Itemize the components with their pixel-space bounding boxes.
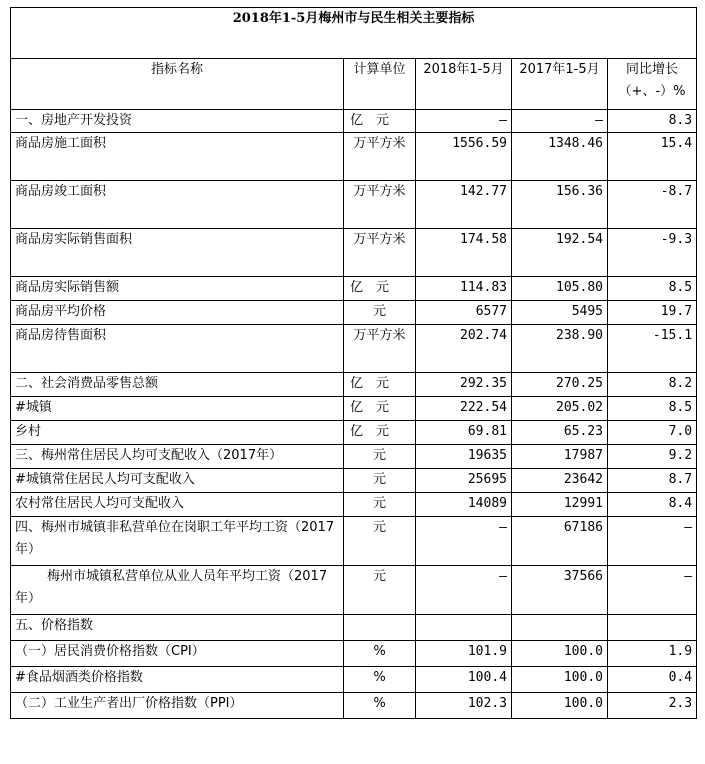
row-unit: % xyxy=(344,667,416,693)
row-2017 xyxy=(512,615,608,641)
row-unit: 万平方米 xyxy=(344,325,416,373)
row-unit: 万平方米 xyxy=(344,181,416,229)
row-2018: — xyxy=(416,566,512,615)
row-unit: 元 xyxy=(344,469,416,493)
row-name: 商品房实际销售面积 xyxy=(11,229,344,277)
table-row xyxy=(11,421,697,445)
table-row xyxy=(11,181,697,229)
indicator-table xyxy=(10,7,697,719)
row-growth: 8.2 xyxy=(608,373,697,397)
header-growth: 同比增长（+、-）% xyxy=(608,59,697,110)
table-row xyxy=(11,493,697,517)
table-row xyxy=(11,469,697,493)
row-name: 五、价格指数 xyxy=(11,615,344,641)
row-2017: 100.0 xyxy=(512,693,608,719)
row-2017: 23642 xyxy=(512,469,608,493)
row-2017: 1348.46 xyxy=(512,133,608,181)
table-row xyxy=(11,133,697,181)
header-row xyxy=(11,59,697,110)
row-growth: 8.5 xyxy=(608,277,697,301)
row-growth: 8.7 xyxy=(608,469,697,493)
row-growth: 15.4 xyxy=(608,133,697,181)
table-row xyxy=(11,301,697,325)
row-2018: 202.74 xyxy=(416,325,512,373)
row-2018: 100.4 xyxy=(416,667,512,693)
table-row xyxy=(11,445,697,469)
row-name: 商品房竣工面积 xyxy=(11,181,344,229)
row-growth: 19.7 xyxy=(608,301,697,325)
row-name: #城镇常住居民人均可支配收入 xyxy=(11,469,344,493)
row-2017: 65.23 xyxy=(512,421,608,445)
row-growth: -15.1 xyxy=(608,325,697,373)
row-2017: 37566 xyxy=(512,566,608,615)
row-name: 农村常住居民人均可支配收入 xyxy=(11,493,344,517)
title-row xyxy=(11,8,697,59)
row-name: 三、梅州常住居民人均可支配收入（2017年） xyxy=(11,445,344,469)
row-2017: 17987 xyxy=(512,445,608,469)
row-name: 商品房待售面积 xyxy=(11,325,344,373)
row-growth: 9.2 xyxy=(608,445,697,469)
table-row xyxy=(11,110,697,133)
row-2018: 25695 xyxy=(416,469,512,493)
row-unit: 亿 元 xyxy=(344,373,416,397)
table-row xyxy=(11,397,697,421)
row-unit: 亿 元 xyxy=(344,397,416,421)
row-name: 二、社会消费品零售总额 xyxy=(11,373,344,397)
row-growth: — xyxy=(608,566,697,615)
row-unit: % xyxy=(344,693,416,719)
row-unit: 元 xyxy=(344,517,416,566)
row-growth xyxy=(608,615,697,641)
row-2017: 270.25 xyxy=(512,373,608,397)
row-unit: 亿 元 xyxy=(344,110,416,133)
row-2017: 192.54 xyxy=(512,229,608,277)
table-row xyxy=(11,641,697,667)
row-2018: 114.83 xyxy=(416,277,512,301)
header-2018: 2018年1-5月 xyxy=(416,59,512,110)
row-2017: 67186 xyxy=(512,517,608,566)
row-2018: — xyxy=(416,517,512,566)
table-row xyxy=(11,229,697,277)
row-growth: — xyxy=(608,517,697,566)
row-name: 四、梅州市城镇非私营单位在岗职工年平均工资（2017年） xyxy=(11,517,344,566)
row-2018: 101.9 xyxy=(416,641,512,667)
row-name: 乡村 xyxy=(11,421,344,445)
row-2018: 222.54 xyxy=(416,397,512,421)
row-name: （二）工业生产者出厂价格指数（PPI） xyxy=(11,693,344,719)
row-growth: 7.0 xyxy=(608,421,697,445)
header-unit: 计算单位 xyxy=(344,59,416,110)
row-2017: 238.90 xyxy=(512,325,608,373)
row-2017: 156.36 xyxy=(512,181,608,229)
row-2017: 100.0 xyxy=(512,667,608,693)
row-2017: 105.80 xyxy=(512,277,608,301)
header-2017: 2017年1-5月 xyxy=(512,59,608,110)
row-name: 一、房地产开发投资 xyxy=(11,110,344,133)
row-unit: 亿 元 xyxy=(344,421,416,445)
table-row xyxy=(11,566,697,615)
row-growth: 8.4 xyxy=(608,493,697,517)
row-2018: — xyxy=(416,110,512,133)
row-growth: -8.7 xyxy=(608,181,697,229)
row-2018: 6577 xyxy=(416,301,512,325)
row-growth: 8.3 xyxy=(608,110,697,133)
row-name: 商品房实际销售额 xyxy=(11,277,344,301)
table-title: 2018年1-5月梅州市与民生相关主要指标 xyxy=(11,8,697,59)
table-row xyxy=(11,277,697,301)
row-name: （一）居民消费价格指数（CPI） xyxy=(11,641,344,667)
row-name: 商品房平均价格 xyxy=(11,301,344,325)
row-unit: % xyxy=(344,641,416,667)
row-name: #城镇 xyxy=(11,397,344,421)
row-unit: 元 xyxy=(344,566,416,615)
row-2017: — xyxy=(512,110,608,133)
row-2018: 142.77 xyxy=(416,181,512,229)
row-2018: 19635 xyxy=(416,445,512,469)
row-growth: 1.9 xyxy=(608,641,697,667)
table-row xyxy=(11,373,697,397)
row-growth: -9.3 xyxy=(608,229,697,277)
row-name: #食品烟酒类价格指数 xyxy=(11,667,344,693)
header-name: 指标名称 xyxy=(11,59,344,110)
row-unit: 亿 元 xyxy=(344,277,416,301)
row-name: 商品房施工面积 xyxy=(11,133,344,181)
row-2018: 174.58 xyxy=(416,229,512,277)
row-growth: 8.5 xyxy=(608,397,697,421)
row-2017: 100.0 xyxy=(512,641,608,667)
row-2018: 1556.59 xyxy=(416,133,512,181)
row-2018: 69.81 xyxy=(416,421,512,445)
row-unit: 元 xyxy=(344,493,416,517)
row-unit: 万平方米 xyxy=(344,229,416,277)
row-unit xyxy=(344,615,416,641)
row-2017: 12991 xyxy=(512,493,608,517)
row-unit: 万平方米 xyxy=(344,133,416,181)
row-unit: 元 xyxy=(344,445,416,469)
row-2017: 5495 xyxy=(512,301,608,325)
row-2018: 292.35 xyxy=(416,373,512,397)
row-unit: 元 xyxy=(344,301,416,325)
row-2017: 205.02 xyxy=(512,397,608,421)
table-row xyxy=(11,615,697,641)
table-row xyxy=(11,667,697,693)
row-2018: 14089 xyxy=(416,493,512,517)
row-growth: 2.3 xyxy=(608,693,697,719)
table-row xyxy=(11,693,697,719)
row-2018 xyxy=(416,615,512,641)
row-2018: 102.3 xyxy=(416,693,512,719)
table-row xyxy=(11,325,697,373)
row-name: 梅州市城镇私营单位从业人员年平均工资（2017年） xyxy=(11,566,344,615)
row-growth: 0.4 xyxy=(608,667,697,693)
table-row xyxy=(11,517,697,566)
